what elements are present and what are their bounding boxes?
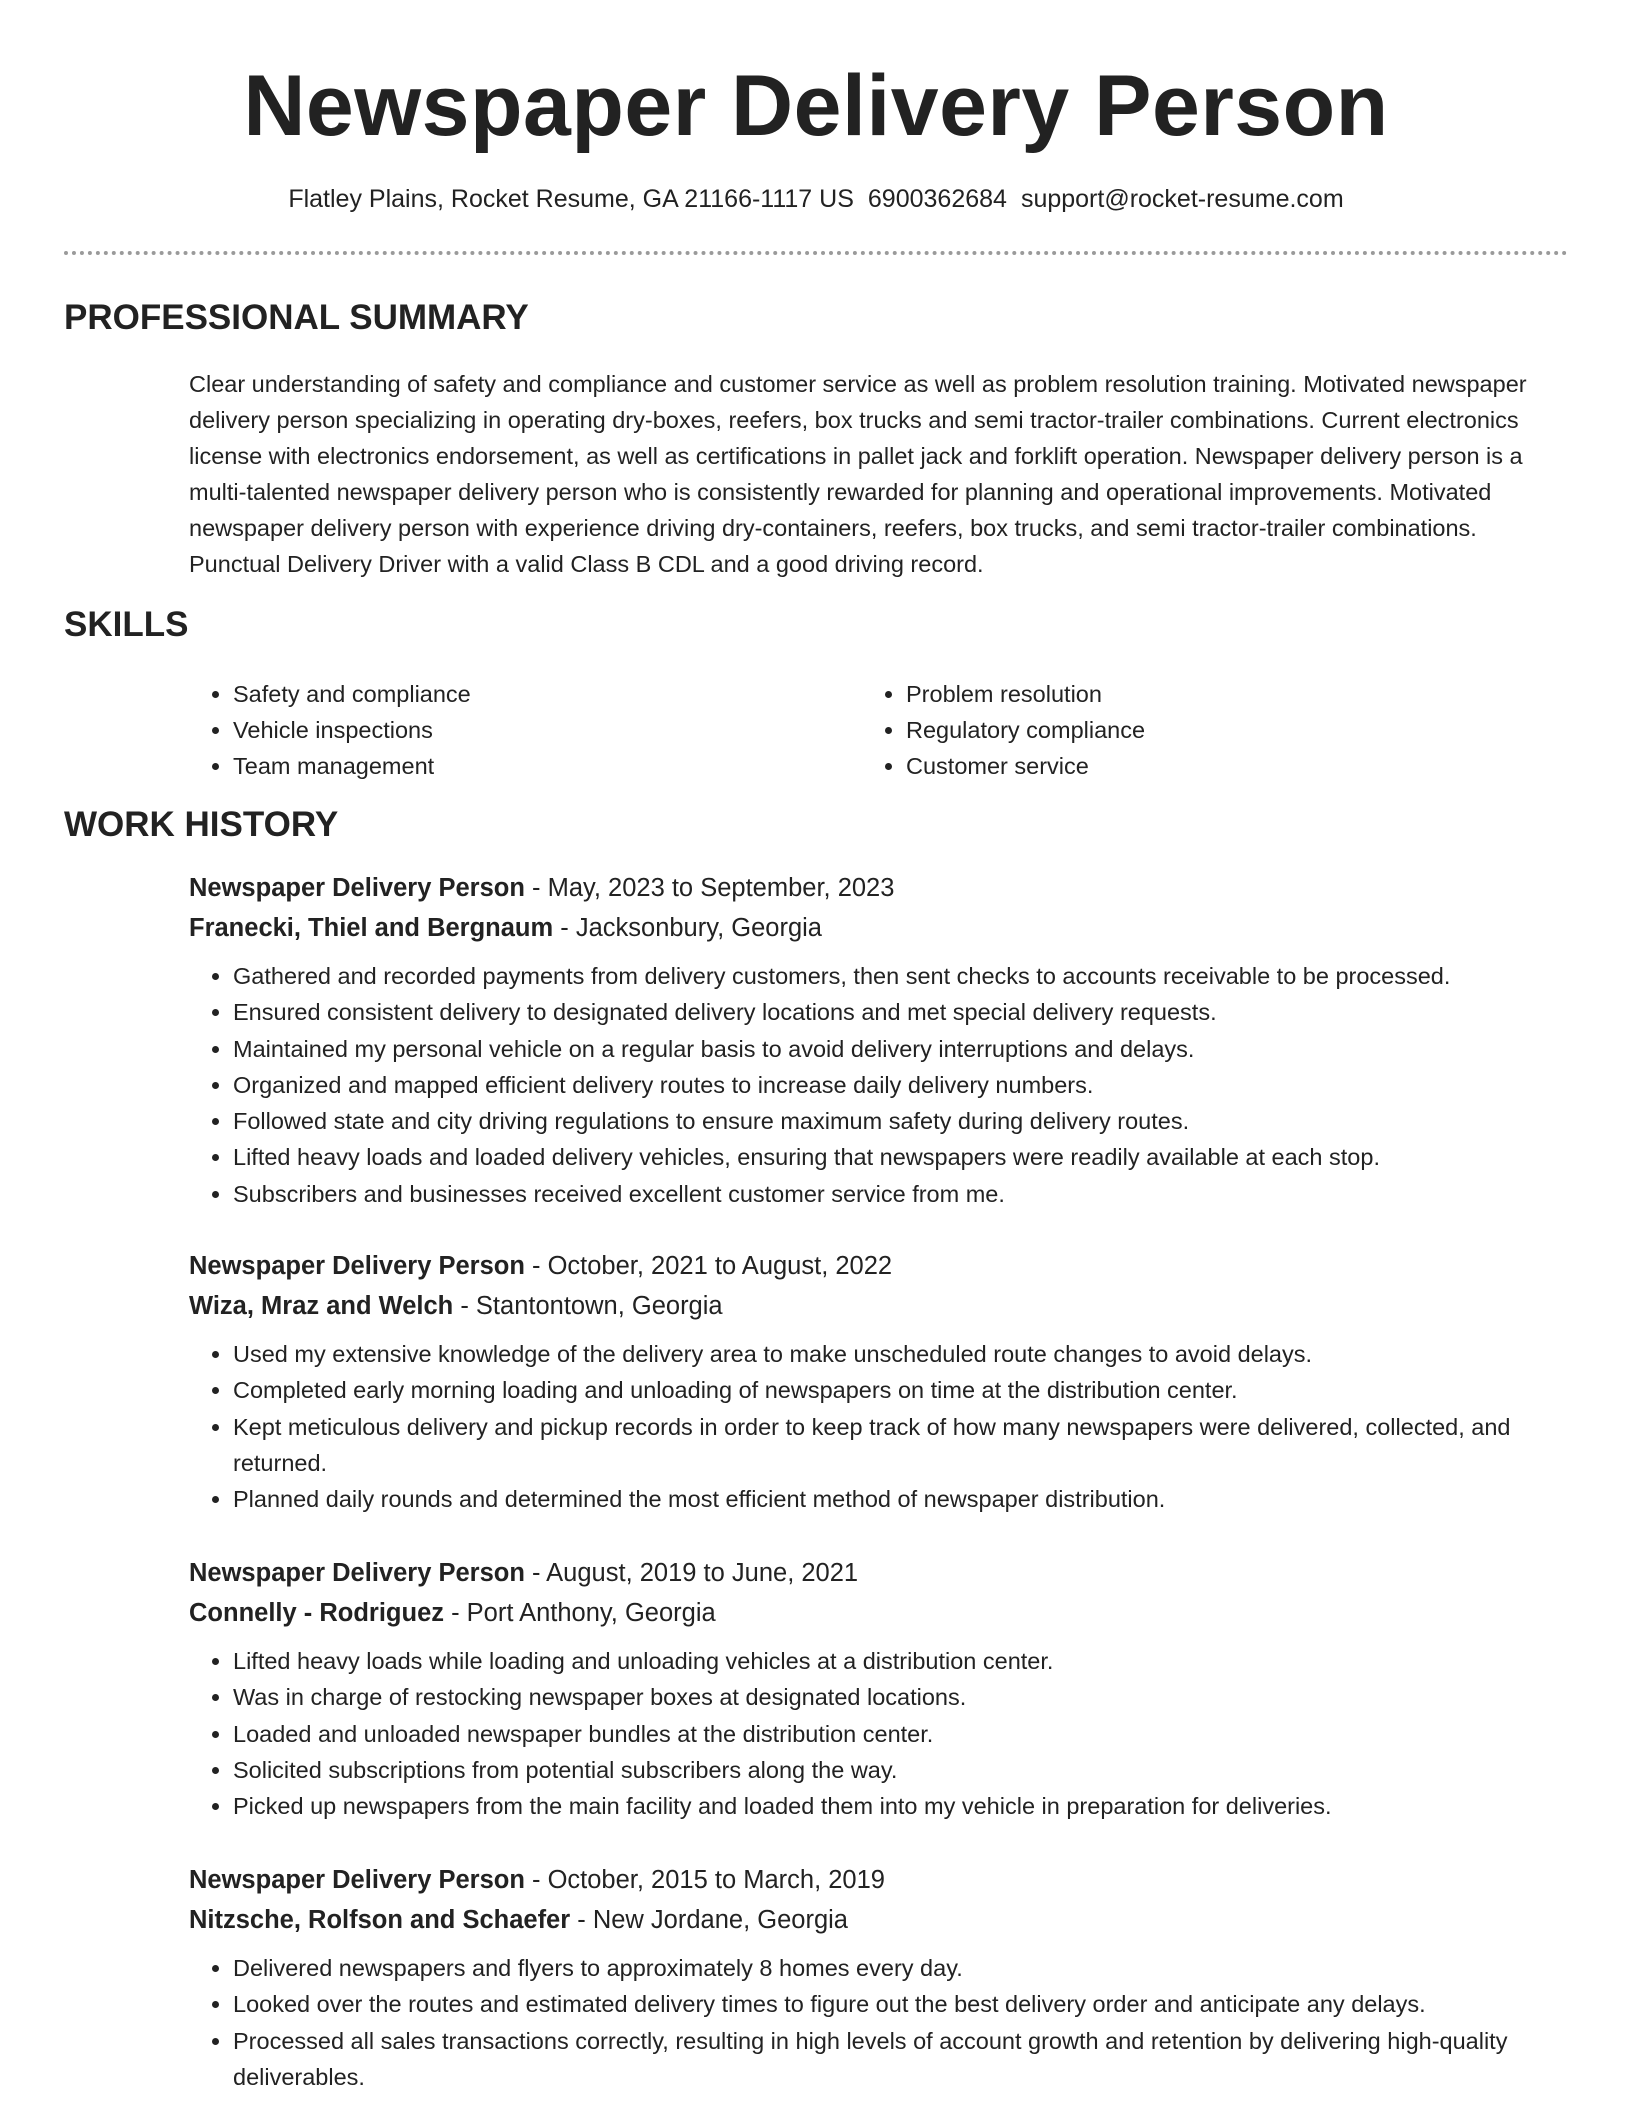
resume-name: Newspaper Delivery Person	[243, 58, 1389, 154]
job-location: - Stantontown, Georgia	[453, 1292, 723, 1320]
skills-list-right	[862, 676, 1462, 784]
skills-column-right	[862, 676, 1462, 784]
job-entry	[189, 868, 1569, 1212]
job-bullet: • Kept meticulous delivery and pickup records in order to keep track of how many newspapers were delivered, collected, and returned.	[233, 1409, 1569, 1482]
job-bullet: • Completed early morning loading and unloading of newspapers on time at the distribution center.	[233, 1372, 1569, 1408]
job-company-line	[189, 1286, 1569, 1326]
job-company-line	[189, 1900, 1569, 1940]
job-bullet: • Followed state and city driving regulations to ensure maximum safety during delivery routes.	[233, 1103, 1569, 1139]
job-dates: - May, 2023 to September, 2023	[524, 874, 895, 902]
skill-item: • Problem resolution	[906, 676, 1462, 712]
job-title-line	[189, 1860, 1569, 1900]
section-title-work-history: WORK HISTORY	[64, 805, 339, 844]
job-dates: - August, 2019 to June, 2021	[524, 1559, 859, 1587]
job-bullets	[189, 1336, 1569, 1517]
skill-item: • Regulatory compliance	[906, 712, 1462, 748]
job-bullet: • Gathered and recorded payments from delivery customers, then sent checks to accounts receivable to be processed.	[233, 958, 1569, 994]
contact-address: Flatley Plains, Rocket Resume, GA 21166-1117 US	[288, 185, 854, 213]
job-title-line	[189, 1553, 1569, 1593]
section-title-skills: SKILLS	[64, 605, 189, 644]
skill-item: • Vehicle inspections	[233, 712, 789, 748]
job-bullets	[189, 958, 1569, 1212]
job-bullet: • Lifted heavy loads and loaded delivery vehicles, ensuring that newspapers were readily available at each stop.	[233, 1139, 1569, 1175]
job-bullet: • Delivered newspapers and flyers to approximately 8 homes every day.	[233, 1950, 1569, 1986]
skill-item: • Customer service	[906, 748, 1462, 784]
skill-item: • Safety and compliance	[233, 676, 789, 712]
job-bullets	[189, 1643, 1569, 1824]
job-bullets	[189, 1950, 1569, 2095]
job-location: - Jacksonbury, Georgia	[553, 914, 822, 942]
job-company-line	[189, 1593, 1569, 1633]
job-dates: - October, 2015 to March, 2019	[524, 1866, 885, 1894]
job-position: Newspaper Delivery Person	[189, 1866, 525, 1894]
job-company: Connelly - Rodriguez	[189, 1599, 444, 1627]
job-bullet: • Subscribers and businesses received excellent customer service from me.	[233, 1176, 1569, 1212]
job-bullet: • Lifted heavy loads while loading and unloading vehicles at a distribution center.	[233, 1643, 1569, 1679]
job-bullet: • Used my extensive knowledge of the delivery area to make unscheduled route changes to avoid delays.	[233, 1336, 1569, 1372]
job-entry	[189, 1553, 1569, 1824]
skill-item: • Team management	[233, 748, 789, 784]
job-bullet: • Planned daily rounds and determined the most efficient method of newspaper distribution.	[233, 1481, 1569, 1517]
job-dates: - October, 2021 to August, 2022	[524, 1252, 893, 1280]
job-bullet: • Processed all sales transactions correctly, resulting in high levels of account growth and retention by delivering high-quality deliverables.	[233, 2023, 1569, 2096]
job-entry	[189, 1246, 1569, 1517]
header-divider	[64, 251, 1568, 255]
contact-phone: 6900362684	[867, 185, 1007, 213]
skills-column-left	[189, 676, 789, 784]
job-bullet: • Ensured consistent delivery to designated delivery locations and met special delivery requests.	[233, 994, 1569, 1030]
job-bullet: • Loaded and unloaded newspaper bundles at the distribution center.	[233, 1716, 1569, 1752]
job-position: Newspaper Delivery Person	[189, 1559, 525, 1587]
job-position: Newspaper Delivery Person	[189, 874, 525, 902]
job-bullet: • Solicited subscriptions from potential subscribers along the way.	[233, 1752, 1569, 1788]
job-title-line	[189, 868, 1569, 908]
job-bullet: • Was in charge of restocking newspaper boxes at designated locations.	[233, 1679, 1569, 1715]
contact-line	[0, 182, 1632, 216]
job-company: Franecki, Thiel and Bergnaum	[189, 914, 554, 942]
job-bullet: • Organized and mapped efficient delivery routes to increase daily delivery numbers.	[233, 1067, 1569, 1103]
job-title-line	[189, 1246, 1569, 1286]
job-bullet: • Maintained my personal vehicle on a regular basis to avoid delivery interruptions and delays.	[233, 1031, 1569, 1067]
section-title-summary: PROFESSIONAL SUMMARY	[64, 298, 529, 337]
contact-email: support@rocket-resume.com	[1020, 185, 1344, 213]
job-bullet: • Picked up newspapers from the main facility and loaded them into my vehicle in preparation for deliveries.	[233, 1788, 1569, 1824]
job-bullet: • Looked over the routes and estimated delivery times to figure out the best delivery order and anticipate any delays.	[233, 1986, 1569, 2022]
job-position: Newspaper Delivery Person	[189, 1252, 525, 1280]
job-location: - Port Anthony, Georgia	[444, 1599, 716, 1627]
job-location: - New Jordane, Georgia	[570, 1906, 848, 1934]
job-entry	[189, 1860, 1569, 2095]
summary-text: Clear understanding of safety and compliance and customer service as well as problem resolution training. Motivated newspaper delivery person specializing in operating dry-boxes, reefers, box trucks and semi tractor-trailer combinations. Current electronics license with electronics endorsement, as well as certifications in pallet jack and forklift operation. Newspaper delivery person is a multi-talented newspaper delivery person who is consistently rewarded for planning and operational improvements. Motivated newspaper delivery person with experience driving dry-containers, reefers, box trucks, and semi tractor-trailer combinations. Punctual Delivery Driver with a valid Class B CDL and a good driving record.	[189, 371, 1527, 577]
job-company: Nitzsche, Rolfson and Schaefer	[189, 1906, 571, 1934]
skills-list-left	[189, 676, 789, 784]
job-company-line	[189, 908, 1569, 948]
job-company: Wiza, Mraz and Welch	[189, 1292, 454, 1320]
